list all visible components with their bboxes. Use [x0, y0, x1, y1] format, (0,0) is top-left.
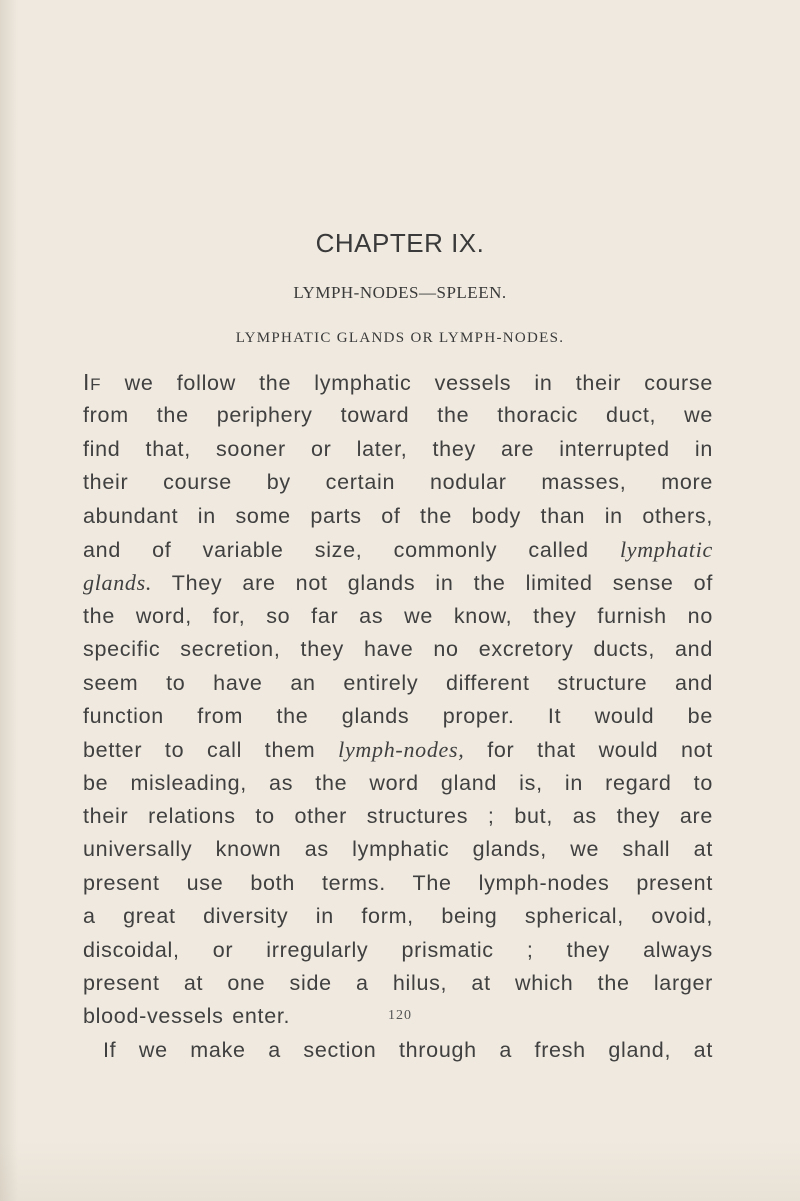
text-line: their course by certain nodular masses, more: [83, 470, 713, 495]
text-line: blood-vessels enter.: [83, 1004, 291, 1029]
line-text: better to call them: [83, 738, 339, 763]
page-number: 120: [388, 1008, 412, 1023]
text-line: seem to have an entirely different structure and: [83, 670, 713, 695]
italic-term: lymphatic: [619, 536, 713, 562]
line-text: for that would not: [464, 738, 713, 763]
drop-cap: I: [83, 369, 91, 395]
line-text: we follow the lymphatic vessels in their course: [101, 371, 713, 395]
text-line: [83, 366, 713, 399]
italic-term: lymph-nodes,: [338, 737, 465, 763]
text-line: [83, 733, 713, 766]
text-line: [83, 566, 713, 599]
italic-term: glands.: [83, 570, 153, 596]
page-bottom-shading: [0, 1141, 800, 1201]
text-line: specific secretion, they have no excretory ducts, and: [83, 637, 713, 662]
line-text: and of variable size, commonly called: [83, 537, 620, 562]
text-line: function from the glands proper. It would be: [83, 703, 713, 728]
chapter-title: CHAPTER IX.: [315, 228, 485, 258]
body-paragraph: [83, 366, 713, 1067]
text-line: from the periphery toward the thoracic duct, we: [83, 403, 713, 428]
small-caps-text: F: [90, 375, 102, 394]
text-line: a great diversity in form, being spherical, ovoid,: [83, 904, 713, 929]
text-line: If we make a section through a fresh gland, at: [103, 1037, 713, 1062]
text-line: find that, sooner or later, they are interrupted in: [83, 436, 713, 461]
text-line: the word, for, so far as we know, they furnish no: [83, 603, 713, 628]
text-line: [83, 533, 713, 566]
text-line: discoidal, or irregularly prismatic ; they always: [83, 937, 713, 962]
section-heading: LYMPHATIC GLANDS OR LYMPH-NODES.: [235, 330, 565, 346]
text-line: be misleading, as the word gland is, in regard to: [83, 770, 713, 795]
chapter-subtitle: LYMPH-NODES—SPLEEN.: [293, 283, 507, 302]
line-text: They are not glands in the limited sense of: [152, 571, 713, 596]
text-line: their relations to other structures ; but, as they are: [83, 804, 713, 829]
text-line: universally known as lymphatic glands, we shall at: [83, 837, 713, 862]
text-line: abundant in some parts of the body than in others,: [83, 503, 713, 528]
text-line: present use both terms. The lymph-nodes present: [83, 870, 713, 895]
text-line: present at one side a hilus, at which the larger: [83, 971, 713, 996]
